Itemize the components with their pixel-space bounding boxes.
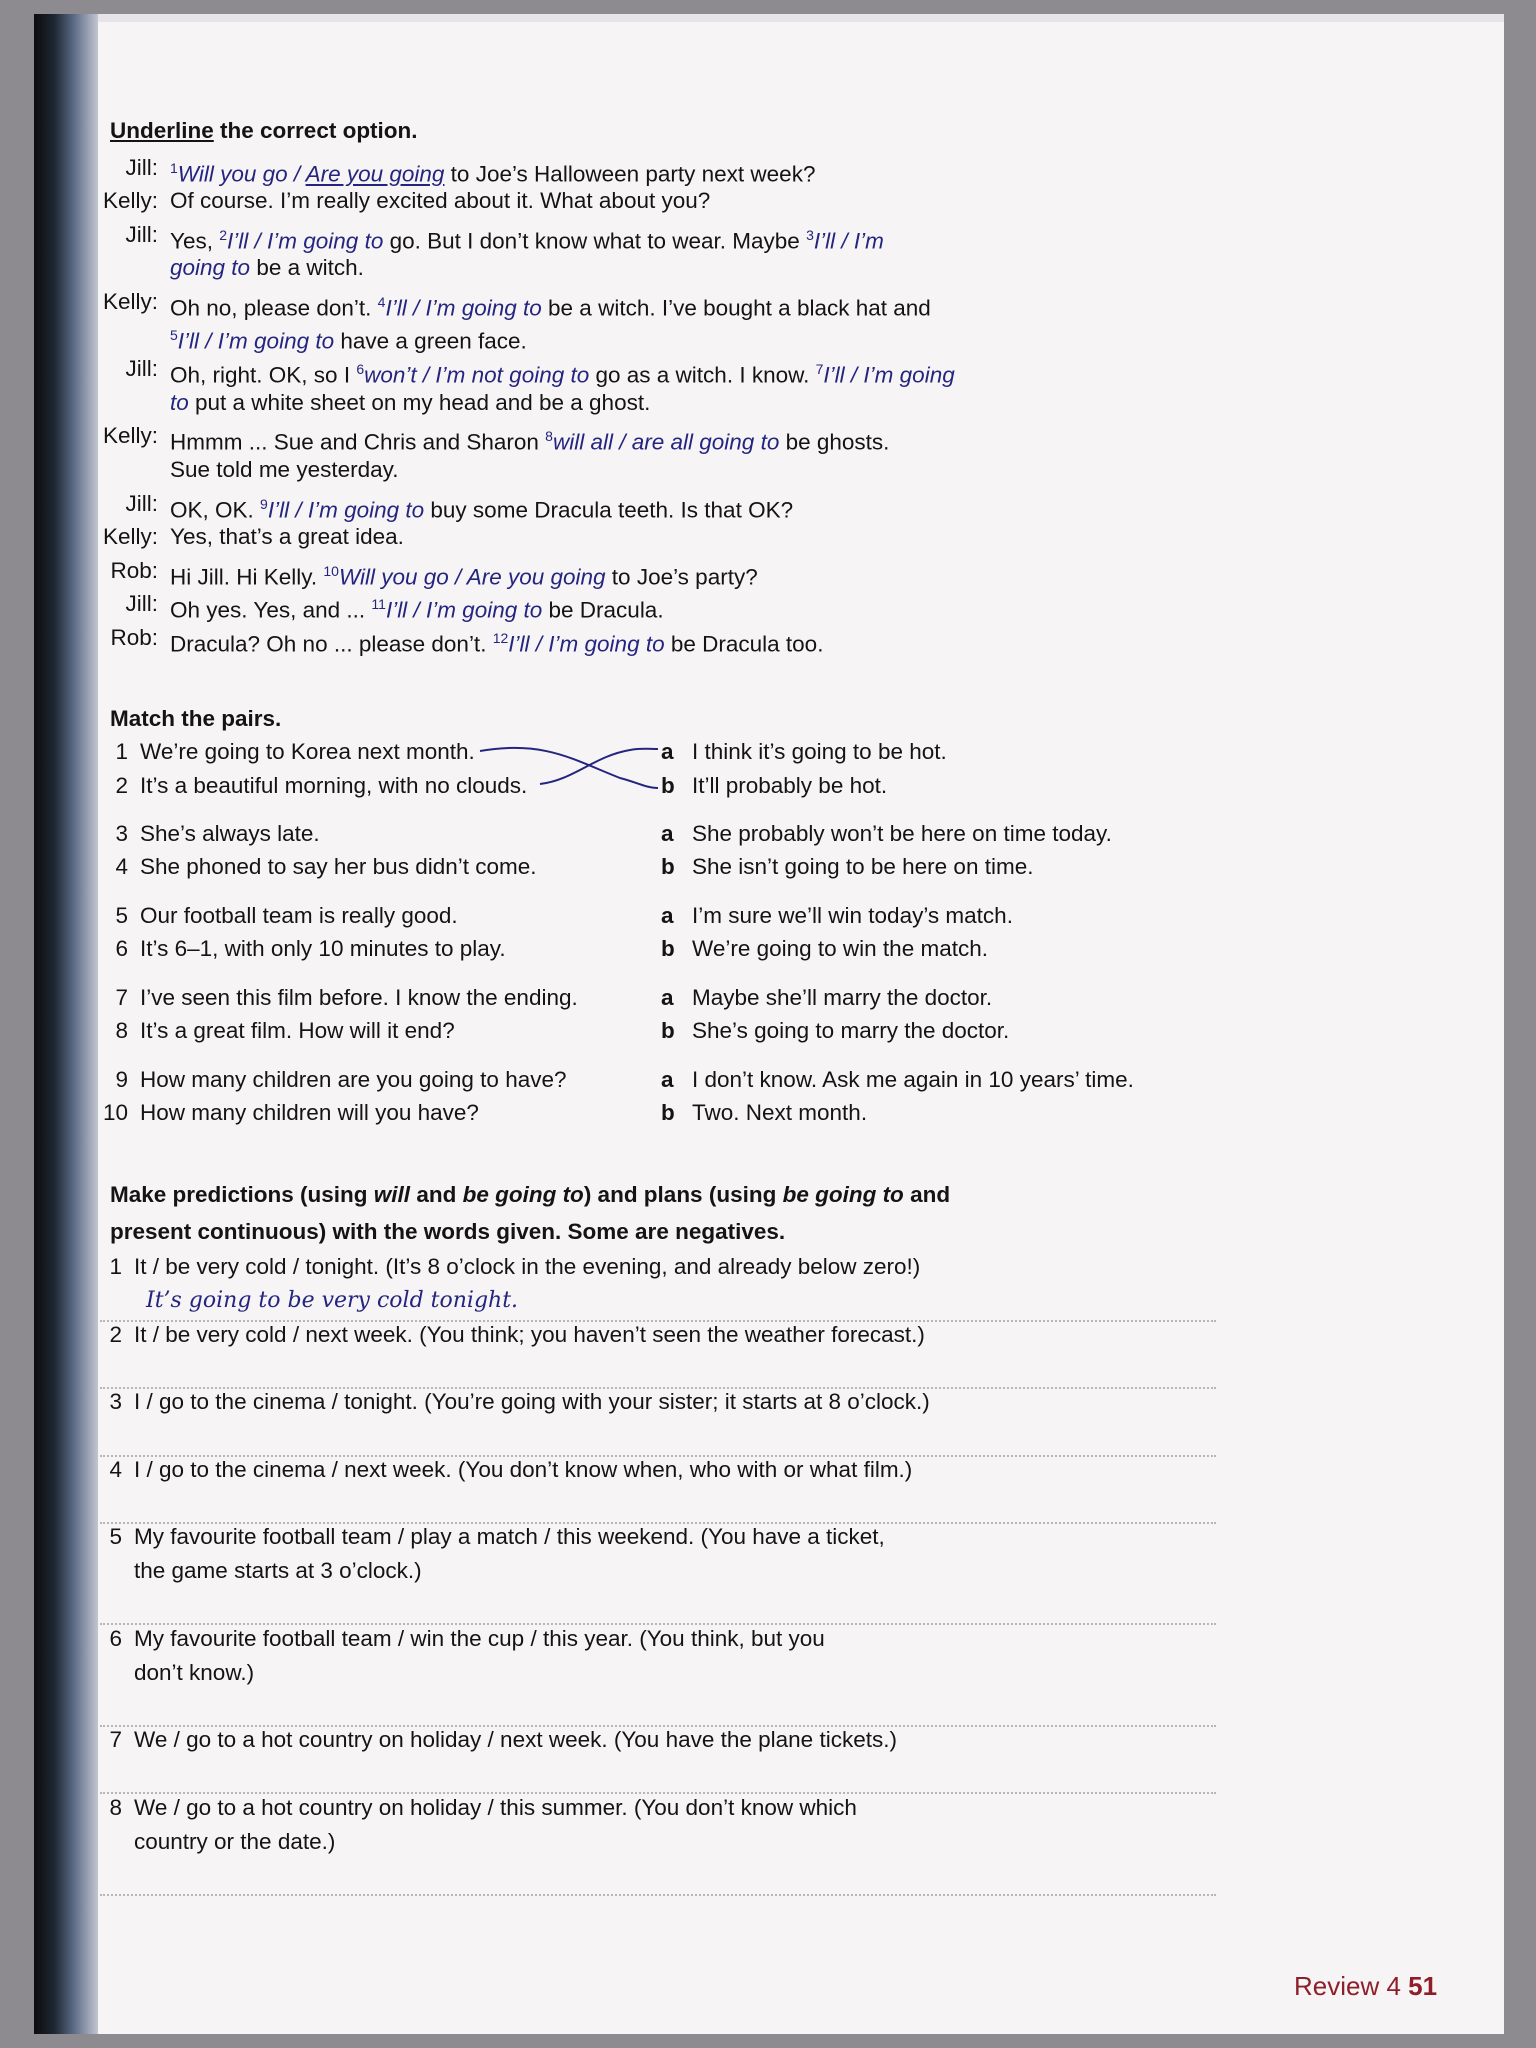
item-number: 6 bbox=[109, 1626, 122, 1651]
line-text: be a witch. I’ve bought a black hat and bbox=[541, 295, 931, 321]
line-text: be Dracula. bbox=[542, 597, 664, 623]
pair-letter: a bbox=[661, 985, 674, 1010]
item-number: 3 bbox=[109, 1389, 122, 1414]
item-prompt: We / go to a hot country on holiday / this summer. (You don’t know which bbox=[134, 1795, 857, 1820]
dialogue-line bbox=[170, 421, 889, 458]
dialogue-line bbox=[170, 253, 364, 283]
speaker-label: Jill: bbox=[125, 591, 158, 616]
line-text: and bbox=[903, 1182, 951, 1207]
pair-response: It’ll probably be hot. bbox=[692, 773, 888, 798]
item-prompt: don’t know.) bbox=[134, 1660, 255, 1685]
item-number: 8 bbox=[109, 1795, 122, 1820]
line-text: Of course. I’m really excited about it. What about you? bbox=[170, 188, 711, 213]
pair-response: She probably won’t be here on time today. bbox=[692, 821, 1112, 846]
pair-response: She isn’t going to be here on time. bbox=[692, 854, 1034, 879]
item-number: 2 bbox=[109, 1322, 122, 1347]
option-text: I’ll / I’m going to bbox=[508, 631, 665, 657]
dialogue-line bbox=[170, 589, 664, 626]
dialogue-line bbox=[170, 489, 793, 526]
pair-number: 7 bbox=[115, 985, 128, 1010]
answer-line[interactable] bbox=[100, 1894, 1216, 1896]
page-number: 51 bbox=[1408, 1971, 1438, 2001]
pair-number: 4 bbox=[115, 854, 128, 879]
dialogue-line bbox=[170, 220, 884, 257]
pair-sentence: It’s a great film. How will it end? bbox=[140, 1018, 455, 1043]
gap-number: 11 bbox=[371, 596, 386, 612]
pair-sentence: It’s 6–1, with only 10 minutes to play. bbox=[140, 936, 506, 961]
option-text: I’ll / I’m going to bbox=[227, 228, 384, 254]
pair-response: We’re going to win the match. bbox=[692, 936, 988, 961]
pair-number: 3 bbox=[115, 821, 128, 846]
option-text: I’ll / I’m going to bbox=[385, 597, 543, 623]
exercise-f-heading bbox=[110, 1180, 950, 1210]
option-text: going to bbox=[170, 255, 251, 280]
page-content bbox=[34, 14, 1504, 2034]
line-text: be Dracula too. bbox=[664, 631, 824, 657]
gap-number: 12 bbox=[492, 630, 509, 646]
dialogue-line bbox=[170, 388, 650, 418]
line-text: Dracula? Oh no ... please don’t. bbox=[170, 631, 493, 657]
gap-number: 7 bbox=[815, 361, 824, 377]
pair-response: I think it’s going to be hot. bbox=[692, 739, 947, 764]
item-prompt: We / go to a hot country on holiday / next week. (You have the plane tickets.) bbox=[134, 1727, 897, 1752]
pair-sentence: How many children will you have? bbox=[140, 1100, 479, 1125]
pair-number: 6 bbox=[115, 936, 128, 961]
line-text: and bbox=[410, 1182, 463, 1207]
line-text: ) and plans (using bbox=[583, 1182, 783, 1207]
line-text: have a green face. bbox=[334, 328, 527, 354]
line-text: to Joe’s Halloween party next week? bbox=[444, 161, 816, 187]
item-number: 7 bbox=[109, 1727, 122, 1752]
pair-letter: b bbox=[661, 1018, 675, 1043]
heading-text: the correct option. bbox=[213, 118, 418, 143]
handwritten-answer: It’s going to be very cold tonight. bbox=[146, 1288, 519, 1313]
line-text: to Joe’s party? bbox=[605, 564, 758, 590]
dialogue-line bbox=[170, 522, 404, 552]
pair-sentence: It’s a beautiful morning, with no clouds. bbox=[140, 773, 528, 798]
speaker-label: Kelly: bbox=[102, 524, 158, 549]
dialogue-line bbox=[170, 354, 955, 391]
pair-letter: b bbox=[661, 936, 675, 961]
gap-number: 4 bbox=[377, 294, 386, 310]
dialogue-line bbox=[170, 455, 398, 485]
pair-sentence: How many children are you going to have? bbox=[140, 1067, 567, 1092]
emphasis-text: be going to bbox=[462, 1182, 584, 1207]
pair-response: Two. Next month. bbox=[692, 1100, 868, 1125]
dialogue-line bbox=[170, 186, 710, 216]
gap-number: 3 bbox=[806, 227, 814, 243]
dialogue-line bbox=[170, 556, 758, 593]
match-line-2-a bbox=[540, 749, 658, 784]
dialogue-line bbox=[170, 287, 931, 324]
option-text: I’ll / I’m going to bbox=[177, 328, 335, 354]
pair-response: She’s going to marry the doctor. bbox=[692, 1018, 1010, 1043]
line-text: Make predictions (using bbox=[110, 1182, 374, 1207]
pair-number: 2 bbox=[115, 773, 128, 798]
line-text: Yes, that’s a great idea. bbox=[170, 524, 404, 549]
speaker-label: Jill: bbox=[125, 155, 158, 180]
gap-number: 6 bbox=[356, 361, 365, 377]
dialogue-line bbox=[170, 623, 823, 660]
line-text: Oh, right. OK, so I bbox=[170, 362, 357, 388]
heading-underline-word: Underline bbox=[110, 118, 214, 143]
pair-letter: a bbox=[661, 739, 674, 764]
speaker-label: Kelly: bbox=[102, 423, 158, 448]
line-text: Sue told me yesterday. bbox=[170, 457, 399, 482]
option-text: Will you go / Are you going bbox=[338, 564, 606, 590]
speaker-label: Kelly: bbox=[102, 289, 158, 314]
line-text: be a witch. bbox=[250, 255, 364, 280]
line-text: Oh no, please don’t. bbox=[170, 295, 378, 321]
exercise-d-heading bbox=[110, 116, 418, 146]
pair-response: I’m sure we’ll win today’s match. bbox=[692, 903, 1013, 928]
item-number: 4 bbox=[109, 1457, 122, 1482]
option-text: Are you going bbox=[305, 161, 445, 187]
line-text: go. But I don’t know what to wear. Maybe bbox=[383, 228, 807, 254]
pair-response: Maybe she’ll marry the doctor. bbox=[692, 985, 993, 1010]
gap-number: 9 bbox=[260, 496, 268, 512]
item-prompt: country or the date.) bbox=[134, 1829, 336, 1854]
gap-number: 10 bbox=[323, 563, 339, 579]
emphasis-text: will bbox=[373, 1182, 411, 1207]
option-text: will all / are all going to bbox=[552, 429, 780, 455]
book-spine-shadow bbox=[34, 14, 98, 2034]
page-footer bbox=[1294, 1971, 1437, 2001]
gap-number: 8 bbox=[545, 428, 553, 444]
option-text: to bbox=[170, 390, 189, 415]
line-text: buy some Dracula teeth. Is that OK? bbox=[424, 497, 794, 523]
item-prompt: the game starts at 3 o’clock.) bbox=[134, 1558, 422, 1583]
pair-letter: b bbox=[661, 773, 675, 798]
pair-letter: a bbox=[661, 903, 674, 928]
line-text: Hmmm ... Sue and Chris and Sharon bbox=[170, 429, 546, 455]
option-text: Will you go / bbox=[177, 161, 306, 187]
line-text: Yes, bbox=[170, 228, 220, 254]
pair-number: 1 bbox=[115, 739, 128, 764]
option-text: I’ll / I’m going bbox=[823, 362, 955, 388]
speaker-label: Rob: bbox=[110, 558, 158, 583]
option-text: won’t / I’m not going to bbox=[364, 362, 590, 388]
pair-letter: a bbox=[661, 1067, 674, 1092]
speaker-label: Rob: bbox=[110, 625, 158, 650]
pair-sentence: I’ve seen this film before. I know the ending. bbox=[140, 985, 578, 1010]
emphasis-text: be going to bbox=[782, 1182, 904, 1207]
gap-number: 2 bbox=[219, 227, 228, 243]
pair-number: 8 bbox=[115, 1018, 128, 1043]
footer-section: Review 4 bbox=[1294, 1971, 1401, 2001]
speaker-label: Jill: bbox=[125, 222, 158, 247]
pair-letter: b bbox=[661, 854, 675, 879]
gap-number: 1 bbox=[170, 160, 178, 176]
pair-sentence: She phoned to say her bus didn’t come. bbox=[140, 854, 537, 879]
pair-response: I don’t know. Ask me again in 10 years’ time. bbox=[692, 1067, 1134, 1092]
speaker-label: Jill: bbox=[125, 491, 158, 516]
item-prompt: My favourite football team / win the cup / this year. (You think, but you bbox=[134, 1626, 825, 1651]
pair-number: 10 bbox=[102, 1100, 128, 1125]
option-text: I’ll / I’m going to bbox=[385, 295, 542, 321]
pair-number: 9 bbox=[115, 1067, 128, 1092]
item-number: 1 bbox=[109, 1254, 122, 1279]
pair-sentence: We’re going to Korea next month. bbox=[140, 739, 475, 764]
dialogue-line bbox=[170, 153, 815, 190]
line-text: put a white sheet on my head and be a ghost. bbox=[188, 390, 651, 415]
pair-sentence: Our football team is really good. bbox=[140, 903, 458, 928]
speaker-label: Kelly: bbox=[102, 188, 158, 213]
item-prompt: My favourite football team / play a match / this weekend. (You have a ticket, bbox=[134, 1524, 885, 1549]
textbook-page bbox=[34, 14, 1504, 2034]
item-prompt: I / go to the cinema / tonight. (You’re going with your sister; it starts at 8 o’clock.) bbox=[134, 1389, 930, 1414]
line-text: Hi Jill. Hi Kelly. bbox=[170, 564, 324, 590]
line-text: go as a witch. I know. bbox=[589, 362, 816, 388]
option-text: I’ll / I’m going to bbox=[267, 497, 425, 523]
item-number: 5 bbox=[109, 1524, 122, 1549]
line-text: be ghosts. bbox=[779, 429, 890, 455]
line-text: OK, OK. bbox=[170, 497, 261, 523]
item-prompt: It / be very cold / tonight. (It’s 8 o’clock in the evening, and already below zero!) bbox=[134, 1254, 921, 1279]
pair-number: 5 bbox=[115, 903, 128, 928]
pair-sentence: She’s always late. bbox=[140, 821, 320, 846]
pair-letter: a bbox=[661, 821, 674, 846]
exercise-e-heading: Match the pairs. bbox=[110, 706, 282, 731]
gap-number: 5 bbox=[170, 327, 178, 343]
speaker-label: Jill: bbox=[125, 356, 158, 381]
item-prompt: I / go to the cinema / next week. (You don’t know when, who with or what film.) bbox=[134, 1457, 913, 1482]
line-text: Oh yes. Yes, and ... bbox=[170, 597, 372, 623]
item-prompt: It / be very cold / next week. (You think; you haven’t seen the weather forecast.) bbox=[134, 1322, 925, 1347]
pair-letter: b bbox=[661, 1100, 675, 1125]
option-text: I’ll / I’m bbox=[813, 228, 884, 254]
dialogue-line bbox=[170, 320, 527, 357]
exercise-f-heading-line2: present continuous) with the words given. Some are negatives. bbox=[110, 1219, 786, 1244]
